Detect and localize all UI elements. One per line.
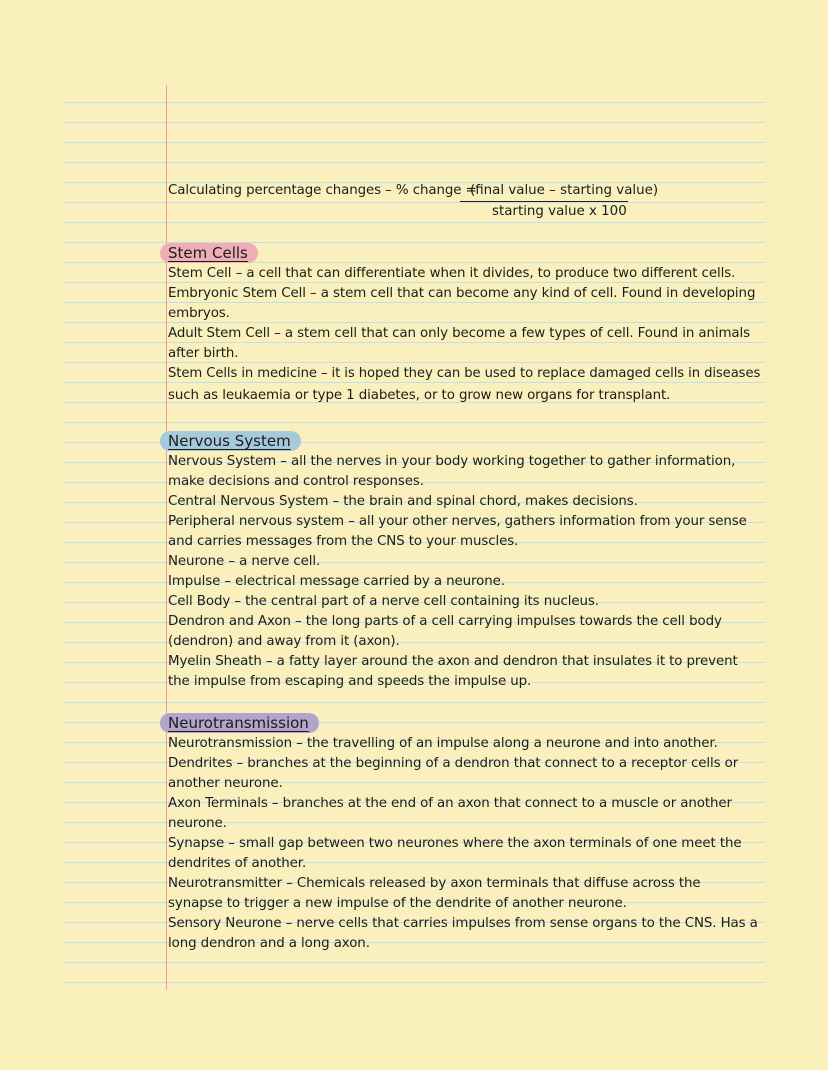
note-line: Neurotransmitter – Chemicals released by axon terminals that diffuse across the bbox=[168, 876, 701, 891]
formula-prefix: Calculating percentage changes – % change = bbox=[168, 183, 477, 198]
note-line: and carries messages from the CNS to your muscles. bbox=[168, 534, 519, 549]
note-line: neurone. bbox=[168, 816, 227, 831]
note-line: Axon Terminals – branches at the end of an axon that connect to a muscle or another bbox=[168, 796, 732, 811]
section-heading-neurotransmission: Neurotransmission bbox=[160, 713, 319, 733]
note-line: Neurotransmission – the travelling of an impulse along a neurone and into another. bbox=[168, 736, 718, 751]
note-line: Nervous System – all the nerves in your body working together to gather information, bbox=[168, 454, 736, 469]
note-line: Embryonic Stem Cell – a stem cell that can become any kind of cell. Found in developing bbox=[168, 286, 756, 301]
note-line: Impulse – electrical message carried by a neurone. bbox=[168, 574, 505, 589]
note-line: dendrites of another. bbox=[168, 856, 307, 871]
note-line: Central Nervous System – the brain and spinal chord, makes decisions. bbox=[168, 494, 638, 509]
note-line: (dendron) and away from it (axon). bbox=[168, 634, 400, 649]
note-line: such as leukaemia or type 1 diabetes, or to grow new organs for transplant. bbox=[168, 388, 671, 403]
formula-denominator: starting value x 100 bbox=[492, 204, 627, 219]
note-line: Cell Body – the central part of a nerve cell containing its nucleus. bbox=[168, 594, 599, 609]
note-line: Sensory Neurone – nerve cells that carries impulses from sense organs to the CNS. Has a bbox=[168, 916, 758, 931]
note-line: Peripheral nervous system – all your other nerves, gathers information from your sense bbox=[168, 514, 747, 529]
section-heading-stem-cells: Stem Cells bbox=[160, 243, 258, 263]
formula-numerator: (final value – starting value) bbox=[470, 183, 659, 198]
note-line: Neurone – a nerve cell. bbox=[168, 554, 321, 569]
section-heading-nervous-system: Nervous System bbox=[160, 431, 301, 451]
note-line: synapse to trigger a new impulse of the dendrite of another neurone. bbox=[168, 896, 627, 911]
note-line: Dendron and Axon – the long parts of a cell carrying impulses towards the cell body bbox=[168, 614, 722, 629]
note-line: Stem Cell – a cell that can differentiate when it divides, to produce two different cells. bbox=[168, 266, 736, 281]
note-line: Synapse – small gap between two neurones where the axon terminals of one meet the bbox=[168, 836, 742, 851]
note-line: embryos. bbox=[168, 306, 230, 321]
note-line: Stem Cells in medicine – it is hoped they can be used to replace damaged cells in diseases bbox=[168, 366, 761, 381]
note-line: long dendron and a long axon. bbox=[168, 936, 370, 951]
note-line: make decisions and control responses. bbox=[168, 474, 424, 489]
note-line: Myelin Sheath – a fatty layer around the axon and dendron that insulates it to prevent bbox=[168, 654, 738, 669]
note-line: after birth. bbox=[168, 346, 239, 361]
note-line: Adult Stem Cell – a stem cell that can only become a few types of cell. Found in animals bbox=[168, 326, 751, 341]
note-line: another neurone. bbox=[168, 776, 283, 791]
note-line: the impulse from escaping and speeds the impulse up. bbox=[168, 674, 532, 689]
note-line: Dendrites – branches at the beginning of a dendron that connect to a receptor cells or bbox=[168, 756, 739, 771]
